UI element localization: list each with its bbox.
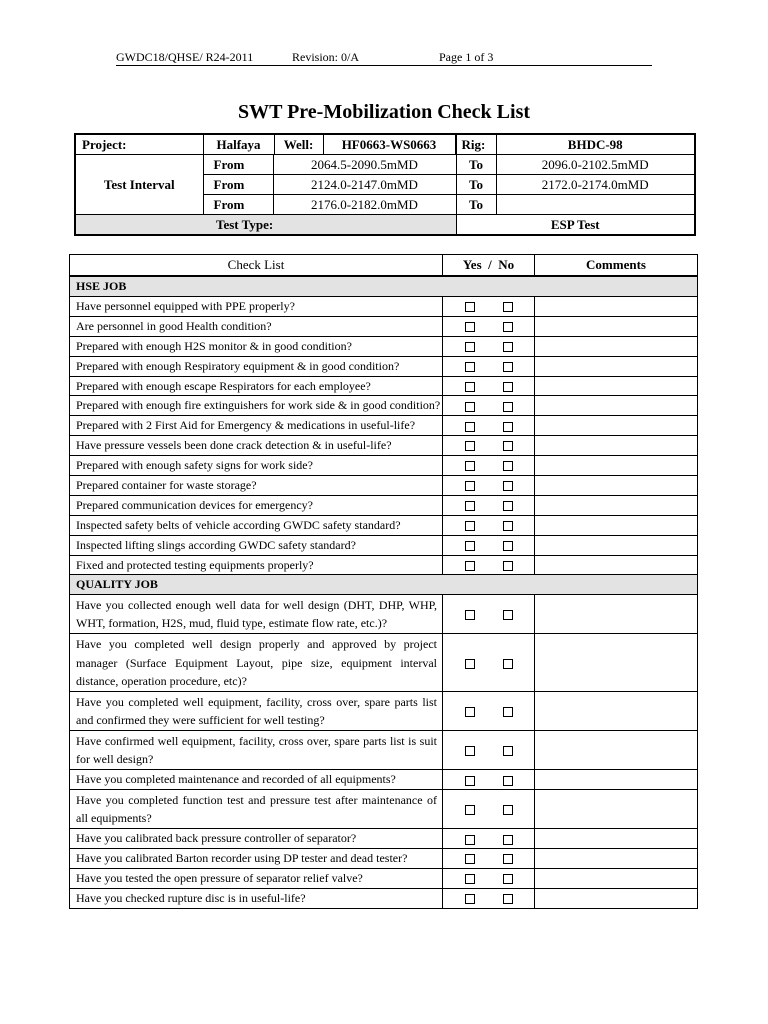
yes-checkbox[interactable] (465, 402, 475, 412)
comments-cell[interactable] (535, 849, 698, 869)
yes-checkbox[interactable] (465, 501, 475, 511)
yes-no-cell (443, 595, 535, 634)
checklist-question: Prepared communication devices for emergency? (70, 495, 443, 515)
checklist-item-row (70, 634, 698, 692)
yes-no-cell (443, 829, 535, 849)
checklist-question: Have you collected enough well data for well design (DHT, DHP, WHP, WHT, formation, H2S, mud, fluid type, estimate flow rate, etc.)? (70, 595, 443, 634)
checklist-item-row (70, 495, 698, 515)
comments-cell[interactable] (535, 595, 698, 634)
interval-from-value: 2124.0-2147.0mMD (273, 175, 456, 194)
yes-no-cell (443, 436, 535, 456)
comments-cell[interactable] (535, 869, 698, 889)
checklist-item-row (70, 595, 698, 634)
comments-cell[interactable] (535, 829, 698, 849)
checklist-table (69, 254, 698, 909)
no-checkbox[interactable] (503, 441, 513, 451)
checklist-question: Prepared with enough H2S monitor & in good condition? (70, 336, 443, 356)
revision-label: Revision: 0/A (292, 50, 360, 64)
checklist-item-row (70, 889, 698, 909)
no-checkbox[interactable] (503, 707, 513, 717)
comments-cell[interactable] (535, 535, 698, 555)
yes-checkbox[interactable] (465, 659, 475, 669)
comments-cell[interactable] (535, 436, 698, 456)
yes-checkbox[interactable] (465, 610, 475, 620)
checklist-item-row (70, 416, 698, 436)
checklist-question: Prepared with 2 First Aid for Emergency & medications in useful-life? (70, 416, 443, 436)
checklist-question: Inspected safety belts of vehicle according GWDC safety standard? (70, 515, 443, 535)
no-checkbox[interactable] (503, 874, 513, 884)
test-interval-label: Test Interval (75, 155, 203, 215)
comments-cell[interactable] (535, 456, 698, 476)
checklist-item-row (70, 456, 698, 476)
section-title: HSE JOB (70, 276, 698, 297)
no-checkbox[interactable] (503, 422, 513, 432)
yes-no-cell (443, 849, 535, 869)
comments-cell[interactable] (535, 376, 698, 396)
checklist-question: Have you completed maintenance and recorded of all equipments? (70, 770, 443, 790)
interval-to-value: 2172.0-2174.0mMD (496, 175, 695, 195)
yes-checkbox[interactable] (465, 835, 475, 845)
interval-from-value: 2064.5-2090.5mMD (273, 155, 456, 174)
no-checkbox[interactable] (503, 342, 513, 352)
yes-checkbox[interactable] (465, 707, 475, 717)
no-checkbox[interactable] (503, 776, 513, 786)
no-checkbox[interactable] (503, 521, 513, 531)
yes-checkbox[interactable] (465, 521, 475, 531)
checklist-item-row (70, 770, 698, 790)
checklist-item-row (70, 515, 698, 535)
checklist-question: Prepared container for waste storage? (70, 476, 443, 496)
project-row (75, 134, 695, 155)
to-label: To (456, 175, 496, 195)
yes-checkbox[interactable] (465, 481, 475, 491)
project-value: Halfaya (216, 136, 261, 152)
yes-no-cell (443, 889, 535, 909)
yes-no-cell (443, 356, 535, 376)
well-label: Well: (274, 135, 324, 154)
no-checkbox[interactable] (503, 561, 513, 571)
comments-cell[interactable] (535, 889, 698, 909)
checklist-item-row (70, 869, 698, 889)
comments-cell[interactable] (535, 692, 698, 731)
yes-checkbox[interactable] (465, 874, 475, 884)
checklist-item-row (70, 692, 698, 731)
rig-label: Rig: (456, 134, 496, 155)
no-checkbox[interactable] (503, 461, 513, 471)
test-type-label: Test Type: (75, 215, 456, 236)
checklist-question: Have you completed well design properly and approved by project manager (Surface Equipment Layout, pipe size, equipment interval distance, operation procedure, etc)? (70, 634, 443, 692)
interval-from-cell (203, 195, 456, 215)
no-checkbox[interactable] (503, 854, 513, 864)
to-label: To (456, 195, 496, 215)
checklist-question: Have you checked rupture disc is in useful-life? (70, 889, 443, 909)
yes-no-cell (443, 770, 535, 790)
no-checkbox[interactable] (503, 610, 513, 620)
checklist-question: Have personnel equipped with PPE properly? (70, 297, 443, 317)
rig-value: BHDC-98 (496, 134, 695, 155)
comments-cell[interactable] (535, 634, 698, 692)
checklist-question: Prepared with enough fire extinguishers for work side & in good condition? (70, 396, 443, 416)
document-code: GWDC18/QHSE/ R24-2011 (116, 50, 254, 64)
yes-no-cell (443, 692, 535, 731)
yes-no-cell (443, 790, 535, 829)
no-checkbox[interactable] (503, 835, 513, 845)
yes-no-cell (443, 634, 535, 692)
no-checkbox[interactable] (503, 805, 513, 815)
yes-checkbox[interactable] (465, 746, 475, 756)
checklist-item-row (70, 829, 698, 849)
checklist-item-row (70, 731, 698, 770)
comments-cell[interactable] (535, 515, 698, 535)
yes-no-cell (443, 869, 535, 889)
checklist-question: Fixed and protected testing equipments properly? (70, 555, 443, 575)
from-label: From (213, 196, 245, 212)
comments-column-header: Comments (535, 255, 698, 277)
no-checkbox[interactable] (503, 481, 513, 491)
interval-to-value (496, 195, 695, 215)
checklist-question: Have you completed well equipment, facility, cross over, spare parts list and confirmed they were sufficient for well testing? (70, 692, 443, 731)
no-checkbox[interactable] (503, 659, 513, 669)
test-type-value: ESP Test (456, 215, 695, 236)
checklist-question: Have you calibrated back pressure controller of separator? (70, 829, 443, 849)
no-checkbox[interactable] (503, 894, 513, 904)
no-checkbox[interactable] (503, 302, 513, 312)
checklist-item-row (70, 436, 698, 456)
interval-to-value: 2096.0-2102.5mMD (496, 155, 695, 175)
section-header-row (70, 276, 698, 297)
yes-checkbox[interactable] (465, 362, 475, 372)
yes-no-cell (443, 555, 535, 575)
from-label: From (213, 156, 245, 172)
checklist-item-row (70, 297, 698, 317)
no-checkbox[interactable] (503, 501, 513, 511)
comments-cell[interactable] (535, 731, 698, 770)
comments-cell[interactable] (535, 495, 698, 515)
yes-no-cell (443, 416, 535, 436)
section-header-row (70, 575, 698, 595)
comments-cell[interactable] (535, 476, 698, 496)
no-checkbox[interactable] (503, 541, 513, 551)
checklist-question: Have pressure vessels been done crack detection & in useful-life? (70, 436, 443, 456)
from-label: From (213, 176, 245, 192)
comments-cell[interactable] (535, 356, 698, 376)
checklist-question: Inspected lifting slings according GWDC safety standard? (70, 535, 443, 555)
comments-cell[interactable] (535, 316, 698, 336)
no-checkbox[interactable] (503, 382, 513, 392)
yes-no-cell (443, 336, 535, 356)
yes-checkbox[interactable] (465, 805, 475, 815)
yes-checkbox[interactable] (465, 461, 475, 471)
yes-checkbox[interactable] (465, 776, 475, 786)
well-value: HF0663-WS0663 (324, 135, 456, 154)
comments-cell[interactable] (535, 770, 698, 790)
test-type-row (75, 215, 695, 236)
checklist-item-row (70, 849, 698, 869)
checklist-item-row (70, 396, 698, 416)
checklist-item-row (70, 376, 698, 396)
checklist-question: Prepared with enough Respiratory equipment & in good condition? (70, 356, 443, 376)
yes-no-cell (443, 396, 535, 416)
no-checkbox[interactable] (503, 402, 513, 412)
yes-no-cell (443, 535, 535, 555)
yes-checkbox[interactable] (465, 322, 475, 332)
checklist-question: Are personnel in good Health condition? (70, 316, 443, 336)
checklist-item-row (70, 790, 698, 829)
yes-no-column-header: Yes / No (443, 255, 535, 277)
yes-checkbox[interactable] (465, 422, 475, 432)
yes-no-cell (443, 456, 535, 476)
yes-no-cell (443, 476, 535, 496)
checklist-item-row (70, 356, 698, 376)
project-label: Project: (75, 134, 203, 155)
checklist-question: Have you tested the open pressure of separator relief valve? (70, 869, 443, 889)
checklist-question: Have you completed function test and pressure test after maintenance of all equipments? (70, 790, 443, 829)
yes-checkbox[interactable] (465, 894, 475, 904)
interval-row (75, 155, 695, 175)
yes-no-cell (443, 376, 535, 396)
to-label: To (456, 155, 496, 175)
no-checkbox[interactable] (503, 322, 513, 332)
yes-no-cell (443, 495, 535, 515)
yes-checkbox[interactable] (465, 302, 475, 312)
yes-checkbox[interactable] (465, 382, 475, 392)
check-list-column-header: Check List (70, 255, 443, 277)
no-checkbox[interactable] (503, 362, 513, 372)
project-well-cell (203, 134, 456, 155)
checklist-item-row (70, 336, 698, 356)
comments-cell[interactable] (535, 396, 698, 416)
comments-cell[interactable] (535, 336, 698, 356)
yes-checkbox[interactable] (465, 342, 475, 352)
document-header (116, 50, 652, 66)
no-checkbox[interactable] (503, 746, 513, 756)
checklist-item-row (70, 535, 698, 555)
interval-from-value: 2176.0-2182.0mMD (273, 195, 456, 214)
page-title: SWT Pre-Mobilization Check List (237, 101, 531, 123)
yes-no-cell (443, 731, 535, 770)
yes-checkbox[interactable] (465, 441, 475, 451)
yes-no-cell (443, 316, 535, 336)
project-info-table (74, 133, 696, 236)
checklist-item-row (70, 316, 698, 336)
checklist-item-row (70, 476, 698, 496)
yes-no-cell (443, 297, 535, 317)
comments-cell[interactable] (535, 297, 698, 317)
interval-from-cell (203, 155, 456, 175)
checklist-question: Have confirmed well equipment, facility, cross over, spare parts list is suit for well design? (70, 731, 443, 770)
checklist-question: Prepared with enough escape Respirators for each employee? (70, 376, 443, 396)
section-title: QUALITY JOB (70, 575, 698, 595)
yes-checkbox[interactable] (465, 854, 475, 864)
comments-cell[interactable] (535, 790, 698, 829)
checklist-header-row (70, 255, 698, 277)
checklist-item-row (70, 555, 698, 575)
page-number: Page 1 of 3 (439, 50, 494, 64)
comments-cell[interactable] (535, 555, 698, 575)
checklist-question: Prepared with enough safety signs for work side? (70, 456, 443, 476)
comments-cell[interactable] (535, 416, 698, 436)
yes-no-cell (443, 515, 535, 535)
yes-checkbox[interactable] (465, 561, 475, 571)
yes-checkbox[interactable] (465, 541, 475, 551)
interval-from-cell (203, 175, 456, 195)
checklist-question: Have you calibrated Barton recorder using DP tester and dead tester? (70, 849, 443, 869)
